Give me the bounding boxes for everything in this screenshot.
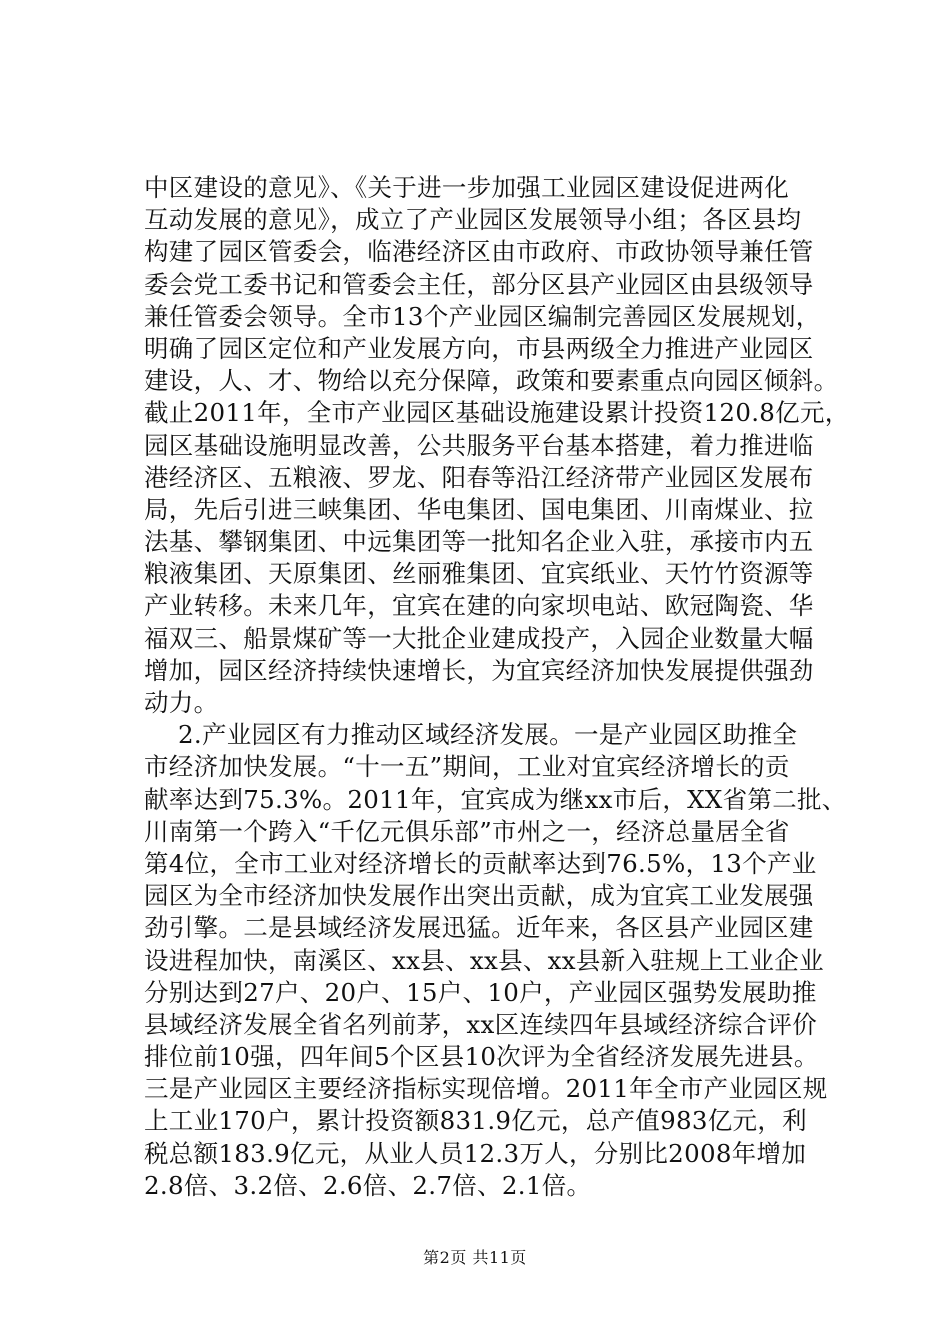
text-line: 第4位，全市工业对经济增长的贡献率达到76.5%，13个产业: [144, 848, 817, 878]
text-line: 园区为全市经济加快发展作出突出贡献，成为宜宾工业发展强: [144, 881, 814, 911]
text-line: 川南第一个跨入“千亿元俱乐部”市州之一，经济总量居全省: [144, 816, 790, 846]
text-line: 截止2011年，全市产业园区基础设施建设累计投资120.8亿元，: [144, 398, 850, 428]
text-line: 增加，园区经济持续快速增长，为宜宾经济加快发展提供强劲: [144, 655, 814, 685]
text-line: 互动发展的意见》，成立了产业园区发展领导小组；各区县均: [144, 205, 802, 235]
text-line: 粮液集团、天原集团、丝丽雅集团、宜宾纸业、天竹竹资源等: [144, 559, 814, 589]
text-line: 法基、攀钢集团、中远集团等一批知名企业入驻，承接市内五: [144, 527, 814, 557]
text-line: 构建了园区管委会，临港经济区由市政府、市政协领导兼任管: [144, 237, 814, 267]
text-line: 兼任管委会领导。全市13个产业园区编制完善园区发展规划，: [144, 301, 821, 331]
text-line: 税总额183.9亿元，从业人员12.3万人，分别比2008年增加: [144, 1138, 807, 1168]
text-line: 委会党工委书记和管委会主任，部分区县产业园区由县级领导: [144, 269, 814, 299]
text-line: 排位前10强，四年间5个区县10次评为全省经济发展先进县。: [144, 1042, 819, 1072]
text-line: 县域经济发展全省名列前茅，xx区连续四年县域经济综合评价: [144, 1009, 818, 1039]
text-line: 市经济加快发展。“十一五”期间，工业对宜宾经济增长的贡: [144, 752, 790, 782]
page-footer: [0, 1245, 950, 1268]
text-line: 局，先后引进三峡集团、华电集团、国电集团、川南煤业、拉: [144, 494, 814, 524]
text-line: 建设，人、才、物给以充分保障，政策和要素重点向园区倾斜。: [144, 366, 839, 396]
text-line: 港经济区、五粮液、罗龙、阳春等沿江经济带产业园区发展布: [144, 462, 814, 492]
text-line: 上工业170户，累计投资额831.9亿元，总产值983亿元，利: [144, 1106, 807, 1136]
text-line: 分别达到27户、20户、15户、10户，产业园区强势发展助推: [144, 977, 817, 1007]
text-line: 设进程加快，南溪区、xx县、xx县、xx县新入驻规上工业企业: [144, 945, 824, 975]
text-line: 园区基础设施明显改善，公共服务平台基本搭建，着力推进临: [144, 430, 814, 460]
text-line: 三是产业园区主要经济指标实现倍增。2011年全市产业园区规: [144, 1074, 828, 1104]
text-line: 献率达到75.3%。2011年，宜宾成为继xx市后，XX省第二批、: [144, 784, 847, 814]
text-line: 2.8倍、3.2倍、2.6倍、2.7倍、2.1倍。: [144, 1170, 592, 1200]
text-line: 动力。: [144, 688, 219, 717]
text-line: 产业转移。未来几年，宜宾在建的向家坝电站、欧冠陶瓷、华: [144, 591, 814, 621]
text-line: 明确了园区定位和产业发展方向，市县两级全力推进产业园区: [144, 333, 814, 363]
text-line: 劲引擎。二是县域经济发展迅猛。近年来，各区县产业园区建: [144, 913, 814, 943]
body-text: [144, 172, 850, 1202]
page-number-label: 第2页 共11页: [423, 1248, 527, 1267]
paragraph-start-line: 2.产业园区有力推动区域经济发展。一是产业园区助推全: [178, 720, 798, 750]
text-line: 福双三、船景煤矿等一大批企业建成投产，入园企业数量大幅: [144, 623, 814, 653]
text-line: 中区建设的意见》、《关于进一步加强工业园区建设促进两化: [144, 173, 790, 202]
